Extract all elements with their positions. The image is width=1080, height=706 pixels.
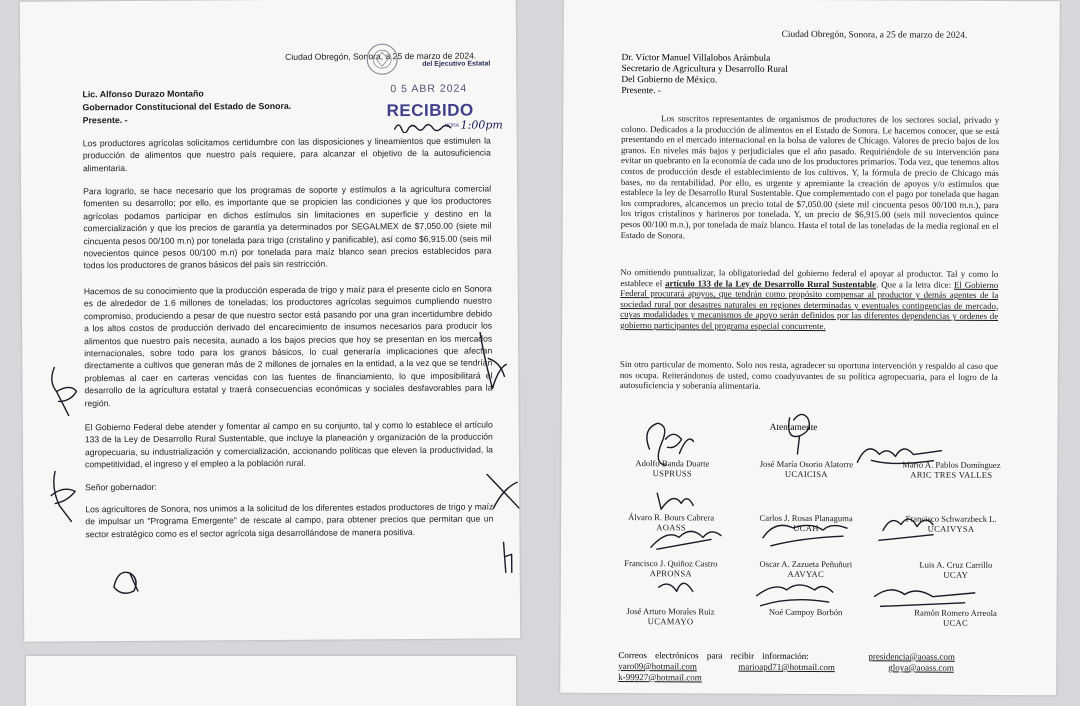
place-date: Ciudad Obregón, Sonora, a 25 de marzo de 2024. (781, 29, 968, 41)
signatory-name: Ramón Romero Arreola (914, 607, 997, 618)
signatory-name: Francisco Schwarzbeck L. (905, 513, 997, 524)
stamp-received: RECIBIDO (386, 100, 474, 121)
closing: Atentamente (769, 422, 818, 434)
signatory-org: UCAICISA (784, 468, 828, 480)
email-link[interactable]: yaro09@hotmail.com (618, 661, 697, 672)
margin-initial-icon (108, 561, 148, 601)
paragraph-2: Para lograrlo, se hace necesario que los programas de soporte y estímulos a la agricultura comercial fomenten su desarrollo; por ello, es importante que se propicien las condiciones y que los productores agrícolas podamos participar en dichos estímulos sin limitaciones en superficie y destino en la comercialización y que los precios de garantía ya determinados por SEGALMEX de $7,050.00 (siete mil cincuenta pesos 00/100 m.n) por tonelada para trigo (cristalino y panificable), así como $6,915.00 (seis mil novecientos quince pesos 00/100 m.n) por tonelada para maíz blanco sean precios establecidos para todos los productores de granos básicos del país sin restricción. (83, 183, 492, 271)
signatory-12 (881, 607, 1031, 628)
signatory-name: Carlos J. Rosas Planaguma (759, 512, 853, 524)
margin-initial-icon (474, 328, 514, 398)
salutation: Señor gobernador: (85, 481, 157, 493)
signatory-org: APRONSA (649, 568, 692, 579)
signatory-3 (871, 459, 1031, 480)
reception-stamp (350, 38, 501, 139)
email-link[interactable]: gloya@aoass.com (888, 662, 954, 673)
paragraph-2: No omitiendo puntualizar, la obligatoriedad del gobierno federal el apoyar al productor. Tal y como lo establece el artículo 133 de la Ley de Desarrollo Rural Sustentable. Que a la letra dice: El Gobierno Federal procurará apoyos, que tendrán como propósito compensar al productor y demás agentes de la sociedad rural por desastres naturales en regiones determinadas y eventuales contingencias de mercado, cuyas modalidades y mecanismos de apoyo serán definidos por las diferentes dependencias y ordenes de gobierno participantes del programa especial concurrente. (620, 267, 999, 332)
signatory-7 (601, 558, 741, 579)
contact-label: Correos electrónicos para recibir información: (618, 650, 809, 661)
signatory-name: Oscar A. Zazueta Peñuñuri (759, 558, 853, 570)
signatory-4 (601, 512, 741, 533)
presente: Presente. - (621, 86, 661, 97)
email-link[interactable]: marioapd71@hotmail.com (738, 661, 835, 673)
next-page-edge (26, 656, 516, 706)
signatory-name: Francisco J. Quiñoz Castro (624, 558, 718, 569)
signatory-org: AOASS (656, 522, 686, 533)
signatory-name: José Arturo Morales Ruiz (626, 606, 715, 617)
margin-initial-icon (45, 467, 85, 527)
recipient-government: Del Gobierno de México. (621, 75, 718, 86)
signatory-name: Luis A. Cruz Carrillo (919, 559, 993, 570)
signatory-org: UCAC (942, 617, 969, 628)
paragraph-1: Los productores agrícolas solicitamos certidumbre con las disposiciones y lineamientos que estimulen la producción de alimentos que nuestro país requiere, para alcanzar el objetivo de la autosuficiencia alimentaria. (82, 135, 491, 174)
signatory-11 (731, 607, 881, 618)
stamp-seal-icon (362, 41, 402, 77)
recipient-name: Lic. Alfonso Durazo Montaño (82, 88, 204, 100)
margin-initial-icon (46, 361, 86, 421)
paragraph-1: Los suscritos representantes de organismos de productores de los sectores social, privado y colono. Dedicados a la producción de alimentos en el Estado de Sonora. Le hacemos conocer, que se está presentando en el mercado internacional en la bolsa de valores de Chicago. Valores de precio bajos de los granos. En niveles más bajos y perjudiciales que el año pasado. Requiriéndole de su intervención para evitar un quebranto en la economía de cada uno de los productores primarios. Toda vez, que tenemos altos costos de producción desde el establecimiento de los cultivos. Y, la fórmula de precio de Chicago más bases, no da rentabilidad. Por ello, es urgente y apremiante la creación de apoyos y/o estímulos que establece la ley de Desarrollo Rural Sustentable. Que complementado con el pago por tonelada que hagan los compradores, alcancemos un precio total de $7,050.00 (siete mil cincuenta pesos 00/100 m.n.), para los trigos cristalinos y harineros por tonelada. Y, un precio de $6,915.00 (seis mil novecientos quince pesos 00/100 m.n.), por tonelada de maíz blanco. Hasta el total de las toneladas de la media regional en el Estado de Sonora. (620, 113, 1000, 240)
email-link[interactable]: k-99927@hotmail.com (618, 672, 702, 683)
signatory-5 (731, 513, 881, 534)
signatory-6 (871, 513, 1031, 534)
letter-to-governor (20, 0, 520, 642)
signatory-2 (731, 459, 881, 480)
stamp-hora-label: HORA (444, 122, 460, 129)
article-133-reference: artículo 133 de la Ley de Desarrollo Rural Sustentable (665, 277, 877, 289)
signatory-org: UCAH (793, 522, 819, 534)
signatory-name: Mario A. Pablos Domínguez (902, 459, 1001, 470)
signatory-10 (601, 606, 741, 627)
stamp-office: del Ejecutivo Estatal (422, 60, 491, 68)
letter-to-secretary (560, 0, 1060, 695)
signatory-org: ARIC TRES VALLES (910, 469, 993, 480)
place-date: Ciudad Obregón, Sonora, a 25 de marzo de 2024. (285, 50, 477, 62)
stamp-handwritten-time: 1:00pm (460, 118, 503, 132)
signatory-name: Noé Campoy Borbón (768, 606, 843, 618)
signatory-name: Álvaro R. Bours Cabrera (628, 512, 715, 523)
recipient-name: Dr. Víctor Manuel Villalobos Arámbula (621, 53, 771, 64)
signatory-9 (881, 559, 1031, 580)
signatory-org: AAVYAC (787, 568, 825, 580)
paragraph-3: Sin otro particular de momento. Solo nos resta, agradecer su oportuna intervención y respaldo al caso que nos ocupa. Reiterándonos de usted, como coadyuvantes de su política agropecuaria, para el logro de la autosuficiencia y soberanía alimentaria. (619, 359, 998, 391)
signatory-8 (731, 559, 881, 580)
signatory-name: José María Osorio Alatorre (759, 458, 854, 470)
paragraph-4: El Gobierno Federal debe atender y fomentar al campo en su conjunto, tal y como lo establece el artículo 133 de la Ley de Desarrollo Rural Sustentable, que incluye la planeación y organización de la producción agropecuaria, su industrialización y comercialización, accionando políticas que eleven la productividad, la competitividad, el ingreso y el empleo a la población rural. (84, 419, 493, 470)
recipient-title: Gobernador Constitucional del Estado de Sonora. (82, 100, 292, 113)
signatory-org: UCAIVYSA (927, 523, 975, 534)
signatory-org: USPRUSS (652, 468, 693, 479)
article-quote: El Gobierno Federal procurará apoyos, que tendrán como propósito compensar al productor y demás agentes de la sociedad rural por desastres naturales en regiones determinadas y eventuales contingencias de mercado, cuyas modalidades y mecanismos de apoyo serán definidos por las diferentes dependencias y ordenes de gobierno participantes del programa especial concurrente. (620, 279, 999, 332)
paragraph-5: Los agricultores de Sonora, nos unimos a la solicitud de los diferentes estados productores de trigo y maíz de impulsar un "Programa Emergente" de rescate al campo, para obtener precios que permitan que un sector estratégico como es el sector agrícola siga desarrollándose de manera positiva. (85, 501, 494, 540)
signatory-org: UCAMAYO (647, 616, 694, 627)
recipient-title: Secretario de Agricultura y Desarrollo Rural (621, 64, 788, 75)
signatory-name: Adolfo Banda Duarte (635, 458, 710, 469)
stamp-handwriting-icon (393, 119, 453, 133)
signatory-1 (607, 458, 737, 479)
signatory-org: UCAY (943, 569, 969, 580)
presente: Presente. - (82, 114, 128, 126)
margin-initial-icon (498, 538, 518, 578)
stamp-date: 0 5 ABR 2024 (390, 82, 468, 96)
email-link[interactable]: presidencia@aoass.com (868, 651, 955, 662)
paragraph-3: Hacemos de su conocimiento que la producción esperada de trigo y maíz para el presente ciclo en Sonora es de alrededor de 1.6 millones de toneladas; los productores agrícolas seguimos cumpliendo nuestro compromiso, produciendo a pesar de que nuestro sector está pasando por una gran incertidumbre debido a los altos costos de producción derivado del encarecimiento de insumos necesarios para producir los alimentos que nuestro país necesita, aunado a los bajos precios que hoy se presentan en los mercados internacionales, sobre todo para los granos básicos, lo cual generaría implicaciones que afectan directamente a cultivos que generan más de 2 millones de jornales en la entidad, a la vez que se tendrían problemas al caer en carteras vencidas con las fuentes de financiamiento, lo que imposibilitará el desarrollo de la agricultura estatal y traerá consecuencias económicas y sociales desfavorables para la región. (83, 283, 493, 408)
margin-initial-icon (483, 468, 520, 518)
